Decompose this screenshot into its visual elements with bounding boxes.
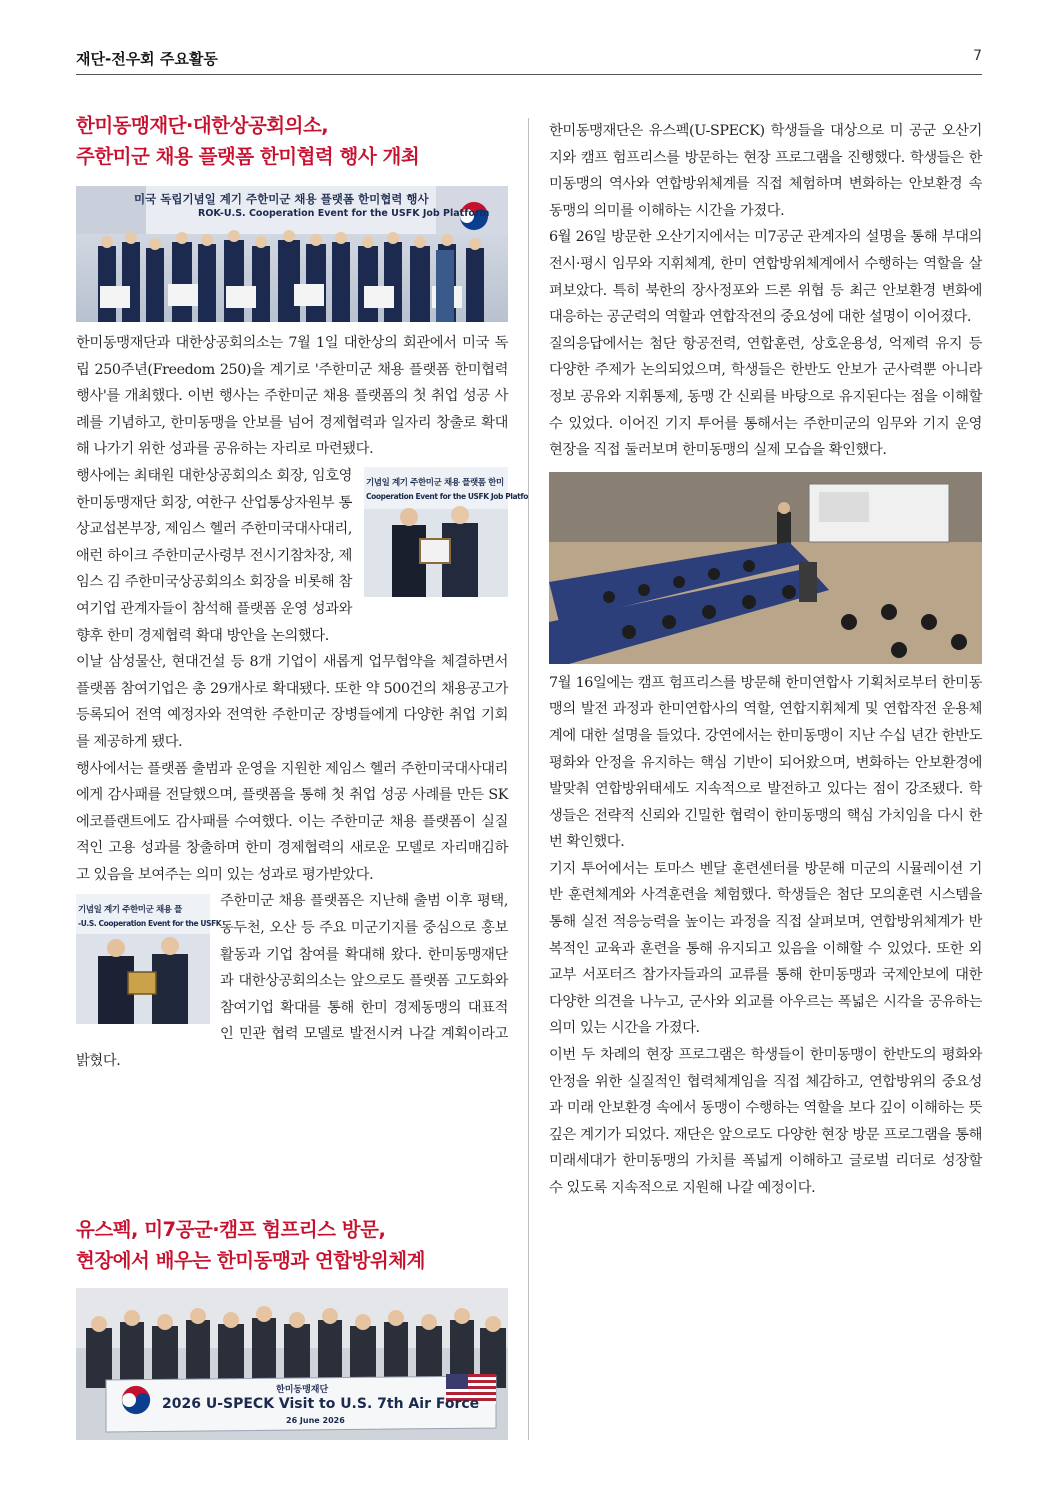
article2-title-line1: 유스펙, 미7공군·캠프 험프리스 방문, xyxy=(76,1218,386,1241)
article1-main-photo xyxy=(76,186,508,322)
group-photo-org: 한미동맹재단 xyxy=(276,1385,329,1395)
article1-paragraph: 이날 삼성물산, 현대건설 등 8개 기업이 새롭게 업무협약을 체결하면서 플랫폼 참여기업은 총 29개사로 확대됐다. 또한 약 500건의 채용공고가 등록되어 전역 예정자와 전역한 주한미군 장병들에게 다양한 취업 기회를 제공하게 됐다. xyxy=(76,654,508,750)
lecture-photo xyxy=(549,472,982,664)
article1-paragraph: 행사에는 최태원 대한상공회의소 회장, 임호영 한미동맹재단 회장, 여한구 산업통상자원부 통상교섭본부장, 제임스 헬러 주한미국대사대리, 애런 하이크 주한미군사령부 전시기참차장, 제임스 김 주한미국상공회의소 회장을 비롯해 참여기업 관계자들이 참석해 플랫폼 운영 성과와 향후 한미 경제협력 확대 방안을 논의했다. xyxy=(76,467,352,644)
article2-paragraph: 한미동맹재단은 유스펙(U-SPECK) 학생들을 대상으로 미 공군 오산기지와 캠프 험프리스를 방문하는 현장 프로그램을 진행했다. 학생들은 한미동맹의 역사와 연합방위체계를 직접 체험하며 변화하는 안보환경 속 동맹의 의미를 이해하는 시간을 가졌다. xyxy=(549,123,982,219)
column-divider xyxy=(528,118,529,1440)
article2-paragraph: 기지 투어에서는 토마스 벤달 훈련센터를 방문해 미군의 시뮬레이션 기반 훈련체계와 사격훈련을 체험했다. 학생들은 첨단 모의훈련 시스템을 통해 실전 적응능력을 높이는 과정을 직접 살펴보며, 연합방위체계가 반복적인 교육과 훈련을 통해 유지되고 있음을 이해할 수 있었다. 또한 외교부 서포터즈 참가자들과의 교류를 통해 한미동맹과 국제안보에 대한 다양한 의견을 나누고, 군사와 외교를 아우르는 폭넓은 시각을 공유하는 의미 있는 시간을 가졌다. xyxy=(549,860,982,1037)
inline-photo-1-banner-kr: 기념일 계기 주한미군 채용 플랫폼 한미 xyxy=(366,477,504,488)
main-photo-banner-en: ROK-U.S. Cooperation Event for the USFK Job Platform xyxy=(198,208,490,219)
inline-photo-2-banner-en: -U.S. Cooperation Event for the USFK xyxy=(78,919,222,929)
article1-body xyxy=(76,330,528,1075)
article1-inline-photo-1 xyxy=(364,467,528,597)
article1-title-line2: 주한미군 채용 플랫폼 한미협력 행사 개최 xyxy=(76,145,420,168)
article2-title-line2: 현장에서 배우는 한미동맹과 연합방위체계 xyxy=(76,1249,425,1272)
article1-title-line1: 한미동맹재단·대한상공회의소, xyxy=(76,114,329,137)
group-photo-banner: 2026 U-SPECK Visit to U.S. 7th Air Force xyxy=(162,1396,480,1412)
article1-paragraph: 한미동맹재단과 대한상공회의소는 7월 1일 대한상의 회관에서 미국 독립 250주년(Freedom 250)을 계기로 '주한미군 채용 플랫폼 한미협력 행사'를 개최했다. 이번 행사는 주한미군 채용 플랫폼의 첫 취업 성공 사례를 기념하고, 한미동맹을 안보를 넘어 경제협력과 일자리 창출로 확대해 나가기 위한 성과를 공유하는 자리로 마련됐다. xyxy=(76,335,508,458)
auditorium-photo xyxy=(549,472,982,664)
section-title: 재단-전우회 주요활동 xyxy=(76,50,218,68)
inline-photo-1-banner-en: Cooperation Event for the USFK Job Platfo xyxy=(366,491,528,501)
article1-title xyxy=(76,110,516,172)
group-photo-date: 26 June 2026 xyxy=(286,1416,345,1425)
article2-paragraph: 질의응답에서는 첨단 항공전력, 연합훈련, 상호운용성, 억제력 유지 등 다양한 주제가 논의되었으며, 학생들은 한반도 안보가 군사력뿐 아니라 정보 공유와 지휘통제, 동맹 간 신뢰를 바탕으로 유지된다는 점을 이해할 수 있었다. 이어진 기지 투어를 통해서는 주한미군의 임무와 기지 운영 현장을 직접 둘러보며 한미동맹의 실제 모습을 확인했다. xyxy=(549,335,982,459)
article1-paragraph: 행사에서는 플랫폼 출범과 운영을 지원한 제임스 헬러 주한미국대사대리에게 감사패를 전달했으며, 플랫폼을 통해 첫 취업 성공 사례를 만든 SK에코플랜트에도 감사패를 수여했다. 이는 주한미군 채용 플랫폼이 실질적인 고용 성과를 창출하며 한미 경제협력의 새로운 모델로 자리매김하고 있음을 보여주는 의미 있는 성과로 평가받았다. xyxy=(76,760,508,883)
page-number: 7 xyxy=(973,48,982,64)
article2-title xyxy=(76,1214,516,1276)
article2-group-photo xyxy=(76,1288,508,1440)
article2-paragraph: 이번 두 차례의 현장 프로그램은 학생들이 한미동맹이 한반도의 평화와 안정을 위한 실질적인 협력체계임을 직접 체감하고, 연합방위의 중요성과 미래 안보환경 속에서 동맹이 수행하는 역할을 보다 깊이 이해하는 뜻깊은 계기가 되었다. 재단은 앞으로도 다양한 현장 방문 프로그램을 통해 미래세대가 한미동맹의 가치를 폭넓게 이해하고 글로벌 리더로 성장할 수 있도록 지속적으로 지원해 나갈 예정이다. xyxy=(549,1047,982,1196)
main-photo-banner-kr: 미국 독립기념일 계기 주한미군 채용 플랫폼 한미협력 행사 xyxy=(134,192,429,206)
article1-paragraph: 주한미군 채용 플랫폼은 지난해 출범 이후 평택, 동두천, 오산 등 주요 미군기지를 중심으로 홍보 활동과 기업 참여를 확대해 왔다. 한미동맹재단과 대한상공회의소는 앞으로도 플랫폼 고도화와 참여기업 확대를 통해 한미 경제동맹의 대표적인 민관 협력 모델로 발전시켜 나갈 계획이라고 밝혔다. xyxy=(76,893,508,1070)
page-header xyxy=(76,48,982,75)
inline-photo-2-banner-kr: 기념일 계기 주한미군 채용 플 xyxy=(78,905,182,916)
article2-paragraph: 7월 16일에는 캠프 험프리스를 방문해 한미연합사 기획처로부터 한미동맹의 발전 과정과 한미연합사의 역할, 연합지휘체계 및 연합작전 운용체계에 대한 설명을 들었다. 강연에서는 한미동맹이 지난 수십 년간 한반도 평화와 안정을 유지하는 핵심 기반이 되어왔으며, 변화하는 안보환경에 발맞춰 연합방위태세도 지속적으로 발전하고 있다는 점이 강조됐다. 학생들은 전략적 신뢰와 긴밀한 협력이 한미동맹의 핵심 가치임을 다시 한번 확인했다. xyxy=(549,674,982,851)
article1-inline-photo-2 xyxy=(76,894,222,1024)
article2-paragraph: 6월 26일 방문한 오산기지에서는 미7공군 관계자의 설명을 통해 부대의 전시·평시 임무와 지휘체계, 한미 연합방위체계에서 수행하는 역할을 살펴보았다. 특히 북한의 장사정포와 드론 위협 등 최근 안보환경 변화에 대응하는 공군력의 역할과 연합작전의 중요성에 대한 설명이 이어졌다. xyxy=(549,229,982,326)
article2-body xyxy=(549,118,982,1202)
